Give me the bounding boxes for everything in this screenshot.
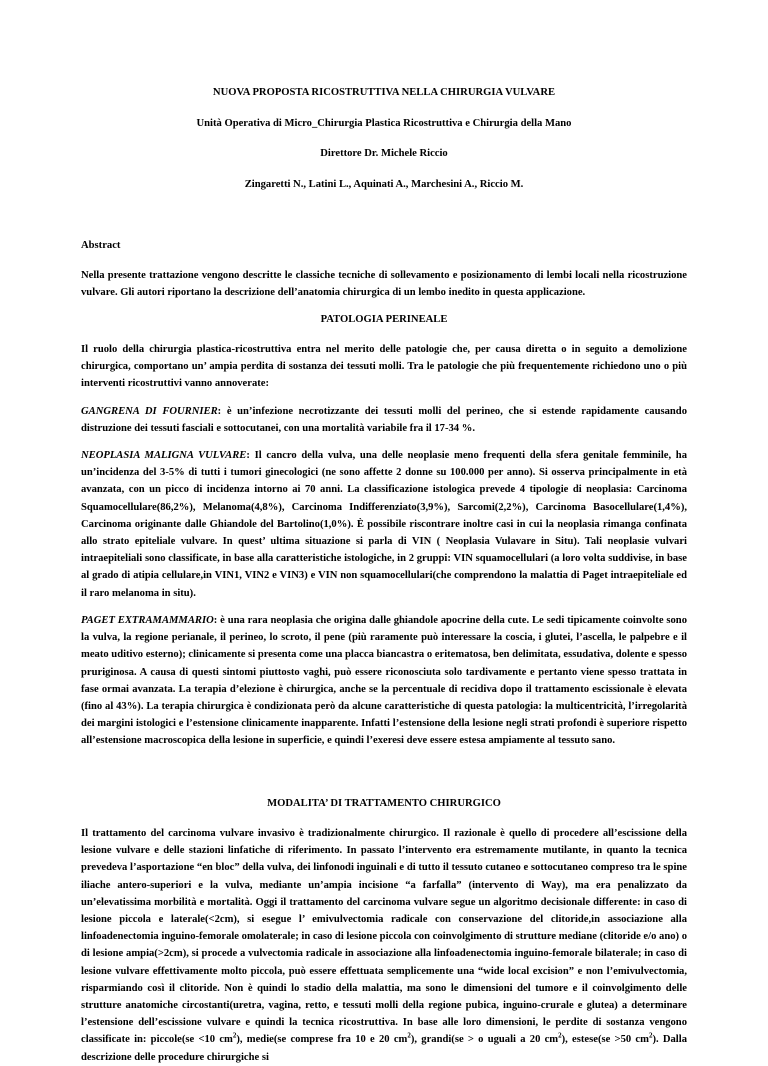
gangrena-paragraph bbox=[81, 403, 687, 437]
gangrena-term: GANGRENA DI FOURNIER bbox=[81, 406, 218, 417]
superscript-2: 2 bbox=[232, 1031, 237, 1040]
gangrena-text: : è un’infezione necrotizzante dei tessuti molli del perineo, che si estende rapidamente causando distruzione dei tessuti fasciali e sottocutanei, con una mortalità variabile fra il 17-34 %. bbox=[81, 406, 687, 435]
neoplasia-text: : Il cancro della vulva, una delle neoplasie meno frequenti della sfera genitale femminile, ha un’incidenza del 3-5% di tutti i tumori ginecologici (ne sono affette 2 donne su 100.000 per anno). Si osserva principalmente in età avanzata, con un picco di incidenza intorno ai 70 anni. La classificazione istologica prevede 4 tipologie di neoplasia: Carcinoma Squamocellulare(86,2%), Melanoma(4,8%), Carcinoma Indifferenziato(3,9%), Sarcomi(2,2%), Carcinoma Basocellulare(1,4%), Carcinoma originante dalle Ghiandole del Bartolino(1,0%). È possibile riscontrare inoltre casi in cui la neoplasia rimanga confinata allo strato epiteliale vulvare. In quest’ ultima situazione si parla di VIN ( Neoplasia Vulavare in Situ). Tali neoplasie vulvari intraepiteliali sono classificate, in base alla caratteristiche istologiche, in 2 gruppi: VIN squamocellulari (a loro volta suddivise, in base al grado di atipia cellulare,in VIN1, VIN2 e VIN3) e VIN non squamocellulari(che comprendono la malattia di Paget intraepiteliale ed il raro melanoma in situ). bbox=[81, 450, 687, 599]
paget-term: PAGET EXTRAMAMMARIO bbox=[81, 615, 214, 626]
superscript-2: 2 bbox=[407, 1031, 411, 1040]
section2-medie: ), medie(se comprese fra 10 e 20 cm bbox=[236, 1034, 408, 1046]
director-line: Direttore Dr. Michele Riccio bbox=[320, 148, 448, 159]
section2-body: Il trattamento del carcinoma vulvare invasivo è tradizionalmente chirurgico. Il razionale è quello di procedere all’escissione della lesione vulvare e delle stazioni linfatiche di riferimento. In passato l’intervento era estremamente mutilante, in quanto la tecnica prevedeva l’asportazione “en bloc” della vulva, dei linfonodi inguinali e di tutto il tessuto cutaneo e sottocutaneo compreso tra le spine iliache antero-superiori e la vulva, mediante un’ampia incisione “a farfalla” (intervento di Way), ma era penalizzato da un’elevatissima morbilità e mortalità. Oggi il trattamento del carcinoma vulvare segue un algoritmo decisionale differente: in caso di lesione piccola e laterale(<2cm), si esegue l’ emivulvectomia radicale con conservazione del clitoride,in associazione alla linfoadenectomia inguino-femorale omolaterale; in caso di lesione piccola con coinvolgimento di strutture mediane (clitoride e/o ano) o di lesione ampia(>2cm), si procede a vulvectomia radicale in associazione alla linfoadenectomia inguino-femorale bilaterale; in caso di lesione vulvare effettivamente molto piccola, può essere effettuata semplicemente una “wide local excision” e non l’emivulvectomia, risparmiando così il clitoride. Non è quindi lo stadio della malattia, ma sono le dimensioni del tumore e il coinvolgimento delle strutture anatomiche circostanti(uretra, vagina, retto, e tessuti molli della regione pubica, inguino-crurale e glutea) a determinare l’estensione dell’escissione vulvare e quindi la tecnica ricostruttiva. In base alle loro dimensioni, le perdite di sostanza vengono classificate in: piccole(se <10 cm bbox=[81, 828, 687, 1046]
section1-intro: Il ruolo della chirurgia plastica-ricostruttiva entra nel merito delle patologie che, per causa diretta o in seguito a demolizione chirurgica, comportano un’ ampia perdita di sostanza dei tessuti molli. Tra le patologie che più frequentemente richiedono uno o più interventi ricostruttivi vanno annoverate: bbox=[81, 344, 687, 390]
paget-paragraph bbox=[81, 612, 687, 750]
section2-end: ). Dalla descrizione delle procedure chirurgiche si bbox=[81, 1034, 687, 1063]
abstract-heading: Abstract bbox=[81, 240, 121, 251]
section-heading-patologia: PATOLOGIA PERINEALE bbox=[320, 314, 448, 325]
section2-text bbox=[81, 825, 687, 1066]
section2-grandi: ), grandi(se > o uguali a 20 cm bbox=[410, 1034, 559, 1046]
neoplasia-paragraph bbox=[81, 447, 687, 602]
superscript-2: 2 bbox=[648, 1031, 653, 1040]
section2-estese: ), estese(se >50 cm bbox=[561, 1034, 649, 1046]
paper-title: NUOVA PROPOSTA RICOSTRUTTIVA NELLA CHIRURGIA VULVARE bbox=[212, 87, 556, 98]
paget-text: : è una rara neoplasia che origina dalle ghiandole apocrine della cute. Le sedi tipicamente coinvolte sono la vulva, la regione perianale, il perineo, lo scroto, il pene (più raramente può interessare la coscia, i glutei, l’ascella, le palpebre e il meato uditivo esterno); clinicamente si presenta come una placca biancastra o eritematosa, ben delimitata, essudativa, dolente e spesso pruriginosa. A causa di questi sintomi piuttosto vaghi, può essere riconosciuta solo tardivamente e pertanto viene spesso trattata in fase ormai avanzata. La terapia d’elezione è chirurgica, anche se la percentuale di recidiva dopo il trattamento escissionale è elevata (fino al 43%). La terapia chirurgica è condizionata però da alcune caratteristiche di questa patologia: la multicentricità, l’irregolarità dei margini istologici e l’estensione clinicamente inapparente. Infatti l’estensione della lesione negli strati profondi è superiore rispetto all’estensione macroscopica della lesione in superficie, e quindi l’exeresi deve essere estesa ampiamente al tessuto sano. bbox=[81, 615, 687, 747]
superscript-2: 2 bbox=[558, 1031, 562, 1040]
abstract-text: Nella presente trattazione vengono descritte le classiche tecniche di sollevamento e posizionamento di lembi locali nella ricostruzione vulvare. Gli autori riportano la descrizione dell’anatomia chirurgica di un lembo inedito in questa applicazione. bbox=[81, 270, 687, 299]
affiliation-unit: Unità Operativa di Micro_Chirurgia Plastica Ricostruttiva e Chirurgia della Mano bbox=[196, 118, 572, 129]
section-heading-modalita: MODALITA’ DI TRATTAMENTO CHIRURGICO bbox=[267, 798, 501, 809]
neoplasia-term: NEOPLASIA MALIGNA VULVARE bbox=[81, 450, 247, 461]
authors-line: Zingaretti N., Latini L., Aquinati A., Marchesini A., Riccio M. bbox=[244, 179, 524, 190]
